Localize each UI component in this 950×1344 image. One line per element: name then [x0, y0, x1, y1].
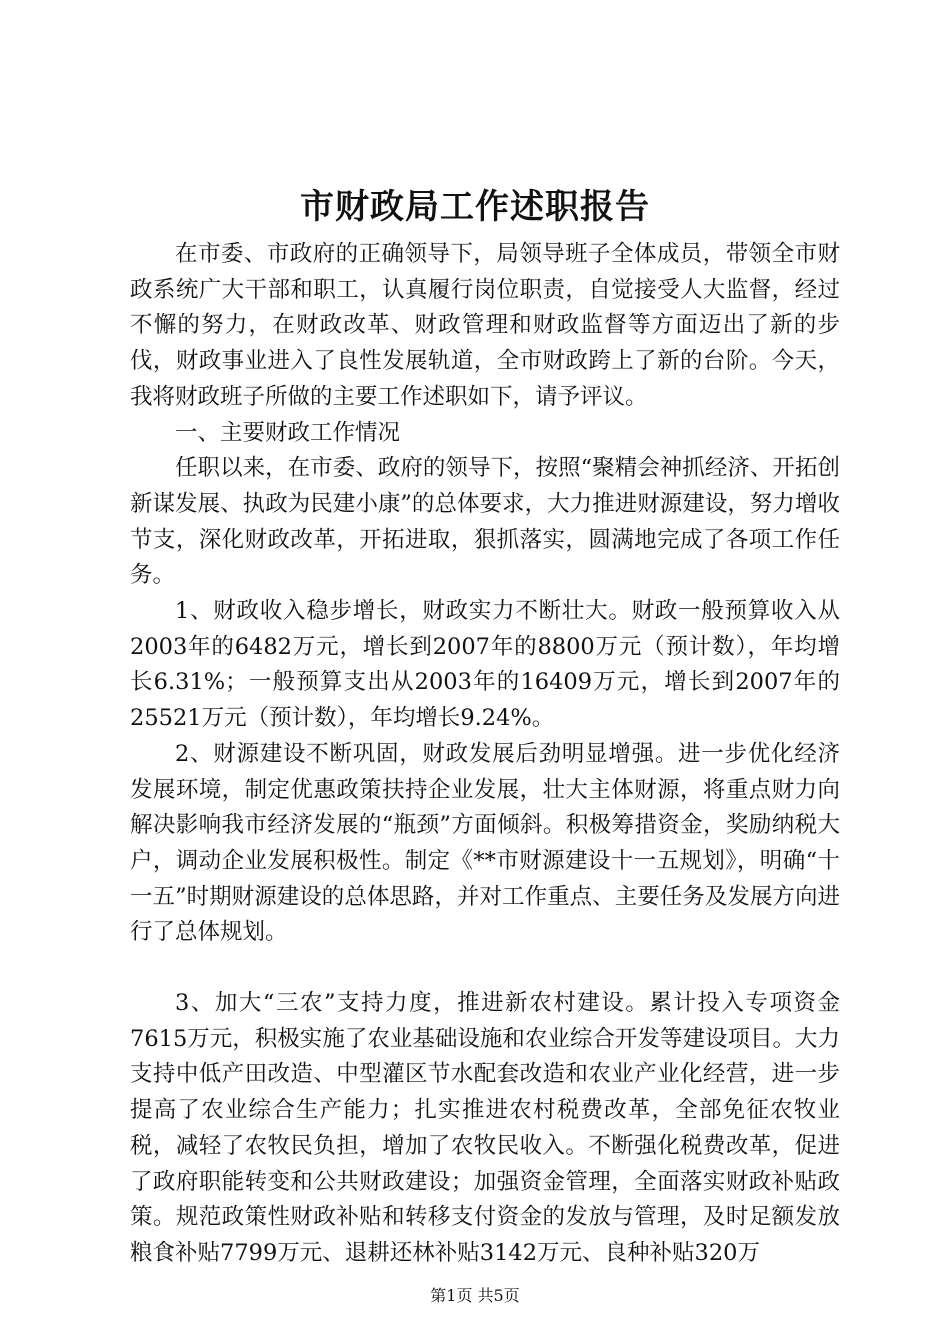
item-3-paragraph: 3、加大“三农”支持力度，推进新农村建设。累计投入专项资金7615万元，积极实施了农业基础设施和农业综合开发等建设项目。大力支持中低产田改造、中型灌区节水配套改造和农业产业化经营，进一步提高了农业综合生产能力；扎实推进农村税费改革，全部免征农牧业税，减轻了农牧民负担，增加了农牧民收入。不断强化税费改革，促进了政府职能转变和公共财政建设；加强资金管理，全面落实财政补贴政策。规范政策性财政补贴和转移支付资金的发放与管理，及时足额发放粮食补贴7799万元、退耕还林补贴3142万元、良种补贴320万 [130, 990, 840, 1266]
page-number-footer: 第1页 共5页 [430, 1286, 520, 1305]
item-2-paragraph: 2、财源建设不断巩固，财政发展后劲明显增强。进一步优化经济发展环境，制定优惠政策扶持企业发展，壮大主体财源，将重点财力向解决影响我市经济发展的“瓶颈”方面倾斜。积极筹措资金，奖励纳税大户，调动企业发展积极性。制定《**市财源建设十一五规划》，明确“十一五”时期财源建设的总体思路，并对工作重点、主要任务及发展方向进行了总体规划。 [130, 740, 840, 946]
section-heading: 一、主要财政工作情况 [175, 419, 401, 446]
intro-paragraph: 在市委、市政府的正确领导下，局领导班子全体成员，带领全市财政系统广大干部和职工，认真履行岗位职责，自觉接受人大监督，经过不懈的努力，在财政改革、财政管理和财政监督等方面迈出了新的步伐，财政事业进入了良性发展轨道，全市财政跨上了新的台阶。今天，我将财政班子所做的主要工作述职如下，请予评议。 [130, 241, 840, 410]
item-1-paragraph: 1、财政收入稳步增长，财政实力不断壮大。财政一般预算收入从2003年的6482万元，增长到2007年的8800万元（预计数），年均增长6.31%；一般预算支出从2003年的16409万元，增长到2007年的25521万元（预计数），年均增长9.24%。 [130, 598, 840, 732]
document-body [130, 237, 840, 1272]
page-title: 市财政局工作述职报告 [300, 187, 650, 227]
section-intro-paragraph: 任职以来，在市委、政府的领导下，按照“聚精会神抓经济、开拓创新谋发展、执政为民建小康”的总体要求，大力推进财源建设，努力增收节支，深化财政改革，开拓进取，狠抓落实，圆满地完成了各项工作任务。 [130, 455, 840, 589]
